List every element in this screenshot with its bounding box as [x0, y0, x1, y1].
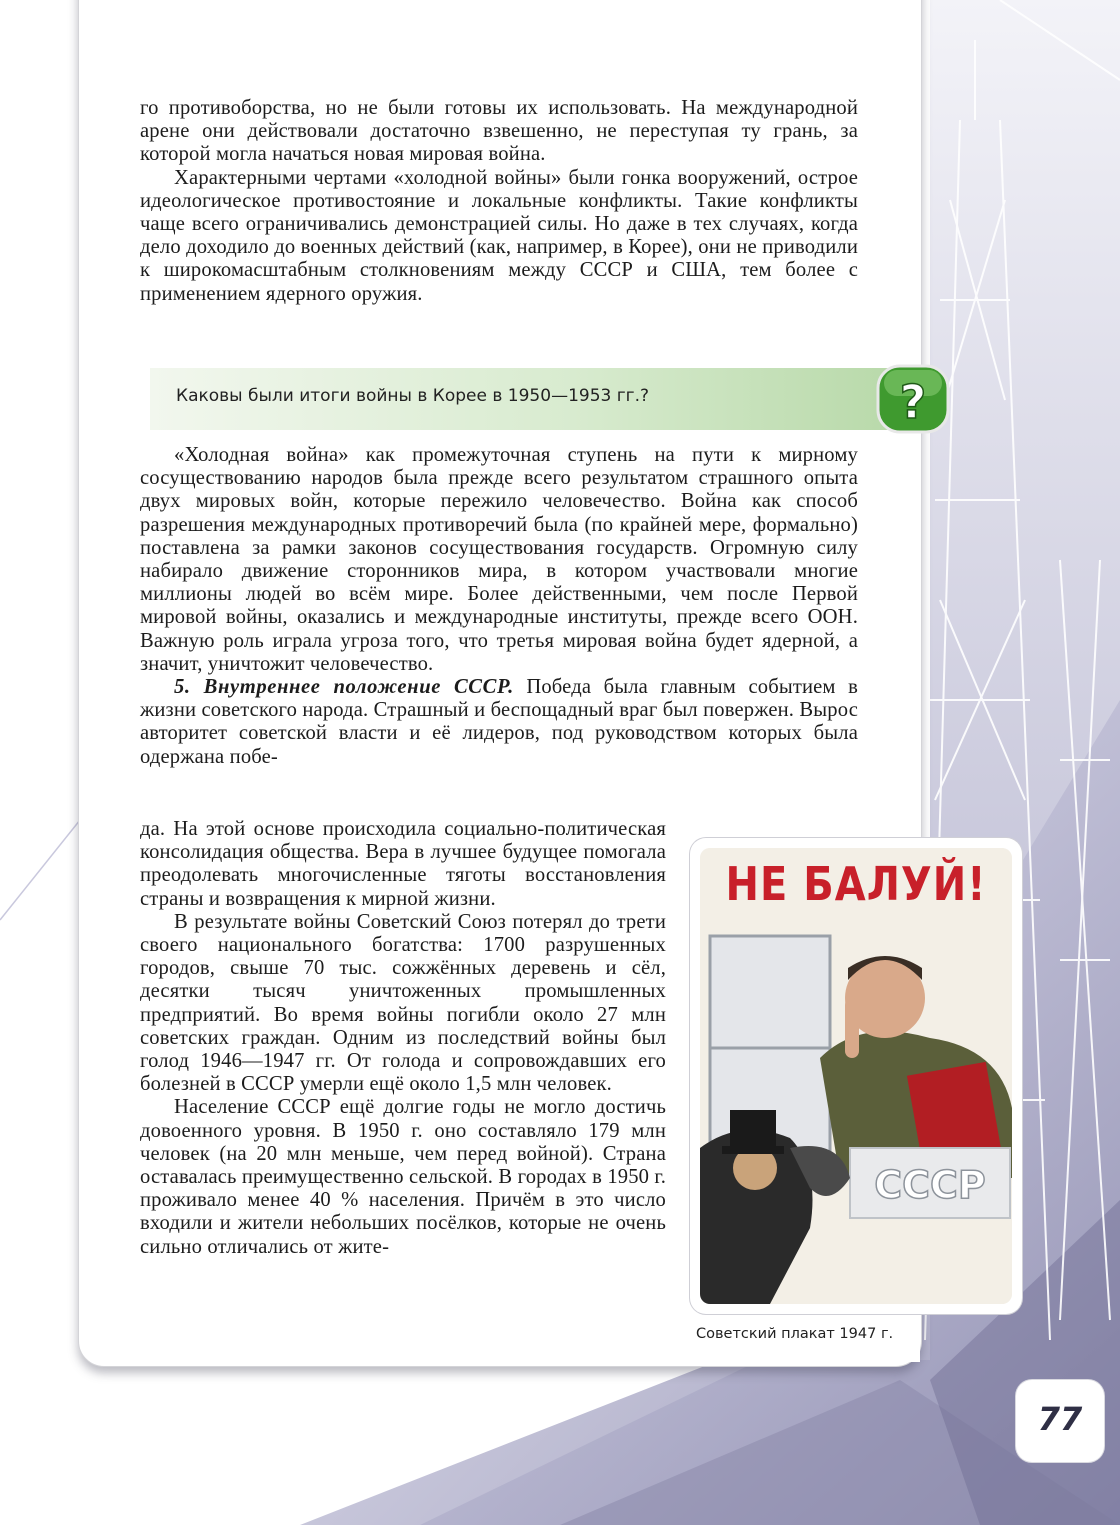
question-mark-icon [876, 364, 950, 434]
paragraph: да. На этой основе происходила социально-политическая консолидация общества. Вера в лучшее будущее помогала преодолевать многочисленные тяготы восстановления страны и возвращения к мирной жизни. [140, 818, 666, 910]
section-intro: Победа была главным событием в жизни советского народа. Страшный и беспощадный враг был повержен. Вырос авторитет советской власти и её лидеров, под руководством которых была одержана побе- [140, 676, 858, 768]
paragraph: Население СССР ещё долгие годы не могло достичь довоенного уровня. В 1950 г. оно составляло 179 млн человек (на 20 млн меньше, чем перед войной). Страна оставалась преимущественно сельской. В городах в 1950 г. проживало менее 40 % населения. Причём в это число входили и жители небольших посёлков, которые не очень сильно отличались от жите- [140, 1096, 666, 1258]
poster-image [700, 848, 1012, 1304]
paragraph: В результате войны Советский Союз потерял до трети своего национального богатства: 1700 разрушенных городов, свыше 70 тыс. сожжённых деревень и сёл, десятки тысяч уничтоженных промышленных предприятий. Во время войны погибли около 27 млн советских граждан. Одним из последствий войны был голод 1946—1947 гг. От голода и сопровождавших его болезней в СССР умерли ещё около 1,5 млн человек. [140, 910, 666, 1096]
section-heading: 5. Внутреннее положение СССР. [174, 676, 514, 699]
figure-caption: Советский плакат 1947 г. [696, 1326, 894, 1342]
text-block-middle [140, 444, 858, 769]
paragraph: го противоборства, но не были готовы их использовать. На международной арене они действовали достаточно взвешенно, не переступая ту грань, за которой могла начаться новая мировая война. [140, 97, 858, 166]
page-number: 77 [1037, 1400, 1083, 1438]
svg-text:?: ? [899, 375, 927, 429]
question-text: Каковы были итоги войны в Корее в 1950—1953 гг.? [176, 386, 650, 406]
poster-title: НЕ БАЛУЙ! [725, 858, 987, 912]
paragraph: Характерными чертами «холодной войны» были гонка вооружений, острое идеологическое противостояние и локальные конфликты. Такие конфликты чаще всего ограничивались демонстрацией силы. Но даже в тех случаях, когда дело доходило до военных действий (как, например, в Корее), они не приводили к широкомасштабным столкновениям между СССР и США, тем более с применением ядерного оружия. [140, 166, 858, 305]
poster-illustration [700, 848, 1012, 1304]
paragraph: «Холодная война» как промежуточная ступень на пути к мирному сосуществованию народов была прежде всего результатом страшного опыта двух мировых войн, которые пережило человечество. Война как способ разрешения международных противоречий была (по крайней мере, формально) поставлена за рамки законов сосуществования государств. Огромную силу набирало движение сторонников мира, в котором участвовали многие миллионы людей во всём мире. Более действенными, чем после Первой мировой войны, оказались и международные институты, прежде всего ООН. Важную роль играла угроза того, что третья мировая война будет ядерной, а значит, уничтожит человечество. [140, 444, 858, 675]
poster-figure [690, 838, 1022, 1314]
section-paragraph [140, 676, 858, 769]
text-block-side [140, 818, 666, 1259]
poster-sign: СССР [874, 1163, 986, 1207]
text-block-top [140, 97, 858, 306]
